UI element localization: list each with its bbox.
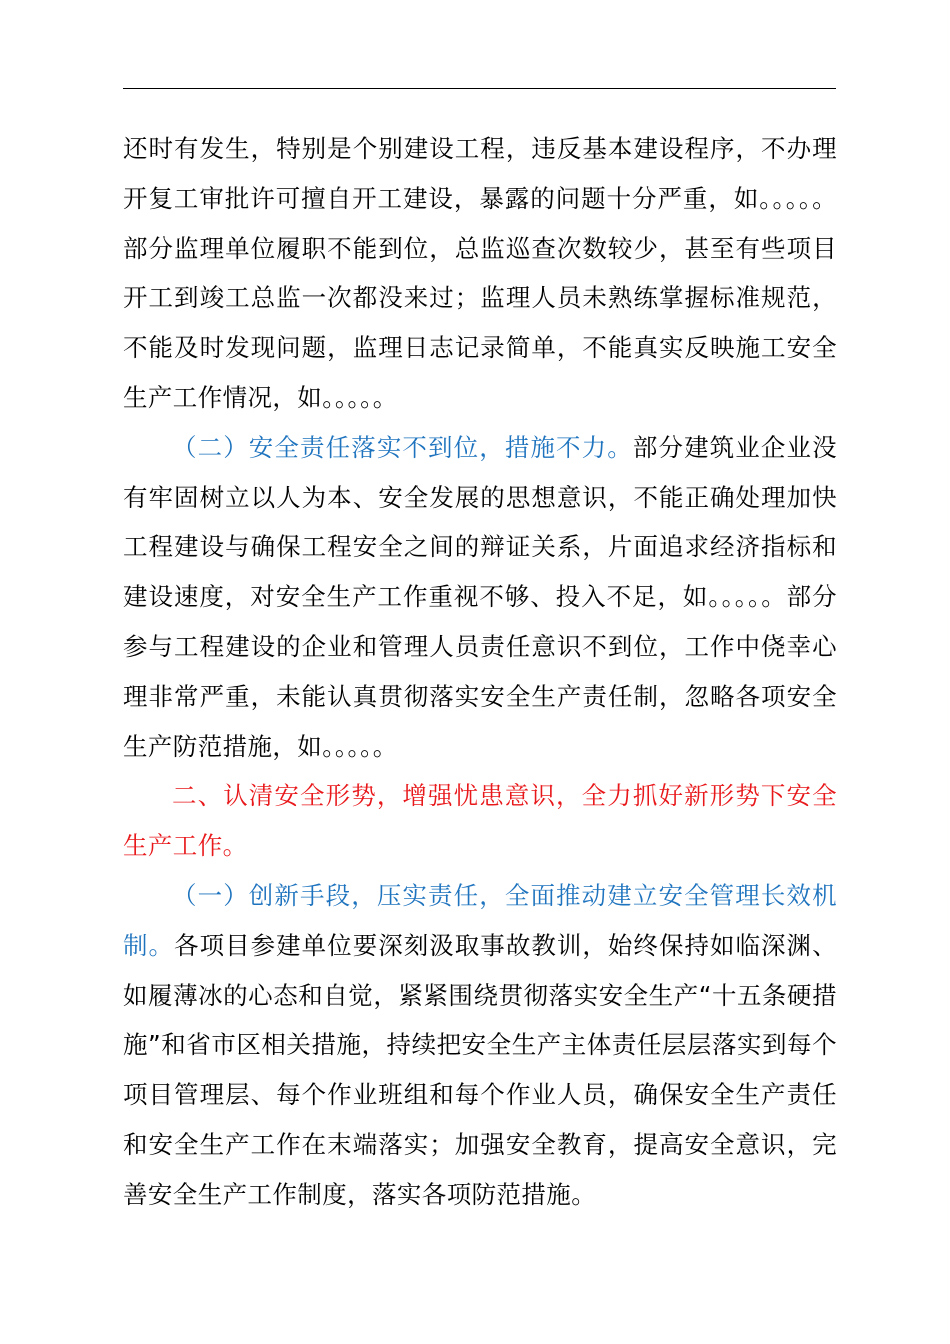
paragraph-long-term-mechanism — [123, 871, 837, 1220]
paragraph-text: 还时有发生，特别是个别建设工程，违反基本建设程序，不办理开复工审批许可擅自开工建设，暴露的问题十分严重，如。。。。。部分监理单位履职不能到位，总监巡查次数较少，甚至有些项目开工到竣工总监一次都没来过；监理人员未熟练掌握标准规范，不能及时发现问题，监理日志记录简单，不能真实反映施工安全生产工作情况，如。。。。。 — [123, 134, 837, 412]
section-heading-text: 二、认清安全形势，增强忧患意识，全力抓好新形势下安全生产工作。 — [123, 781, 837, 861]
paragraph-text: 各项目参建单位要深刻汲取事故教训，始终保持如临深渊、如履薄冰的心态和自觉，紧紧围绕贯彻落实安全生产“十五条硬措施”和省市区相关措施，持续把安全生产主体责任层层落实到每个项目管理层、每个作业班组和每个作业人员，确保安全生产责任和安全生产工作在末端落实；加强安全教育，提高安全意识，完善安全生产工作制度，落实各项防范措施。 — [123, 930, 837, 1209]
subheading-safety-responsibility: （二）安全责任落实不到位，措施不力。 — [172, 432, 633, 462]
paragraph-site-supervision-issues — [123, 124, 837, 423]
paragraph-safety-responsibility — [123, 423, 837, 772]
paragraph-text: 部分建筑业企业没有牢固树立以人为本、安全发展的思想意识，不能正确处理加快工程建设与确保工程安全之间的辩证关系，片面追求经济指标和建设速度，对安全生产工作重视不够、投入不足，如。。。。。部分参与工程建设的企业和管理人员责任意识不到位，工作中侥幸心理非常严重，未能认真贯彻落实安全生产责任制，忽略各项安全生产防范措施，如。。。。。 — [123, 432, 838, 761]
header-rule — [123, 88, 836, 89]
section-heading-safety-situation — [123, 771, 837, 871]
document-body — [123, 124, 837, 1220]
subheading-long-term-mechanism: （一）创新手段，压实责任，全面推动建立安全管理长效机制。 — [123, 880, 837, 960]
